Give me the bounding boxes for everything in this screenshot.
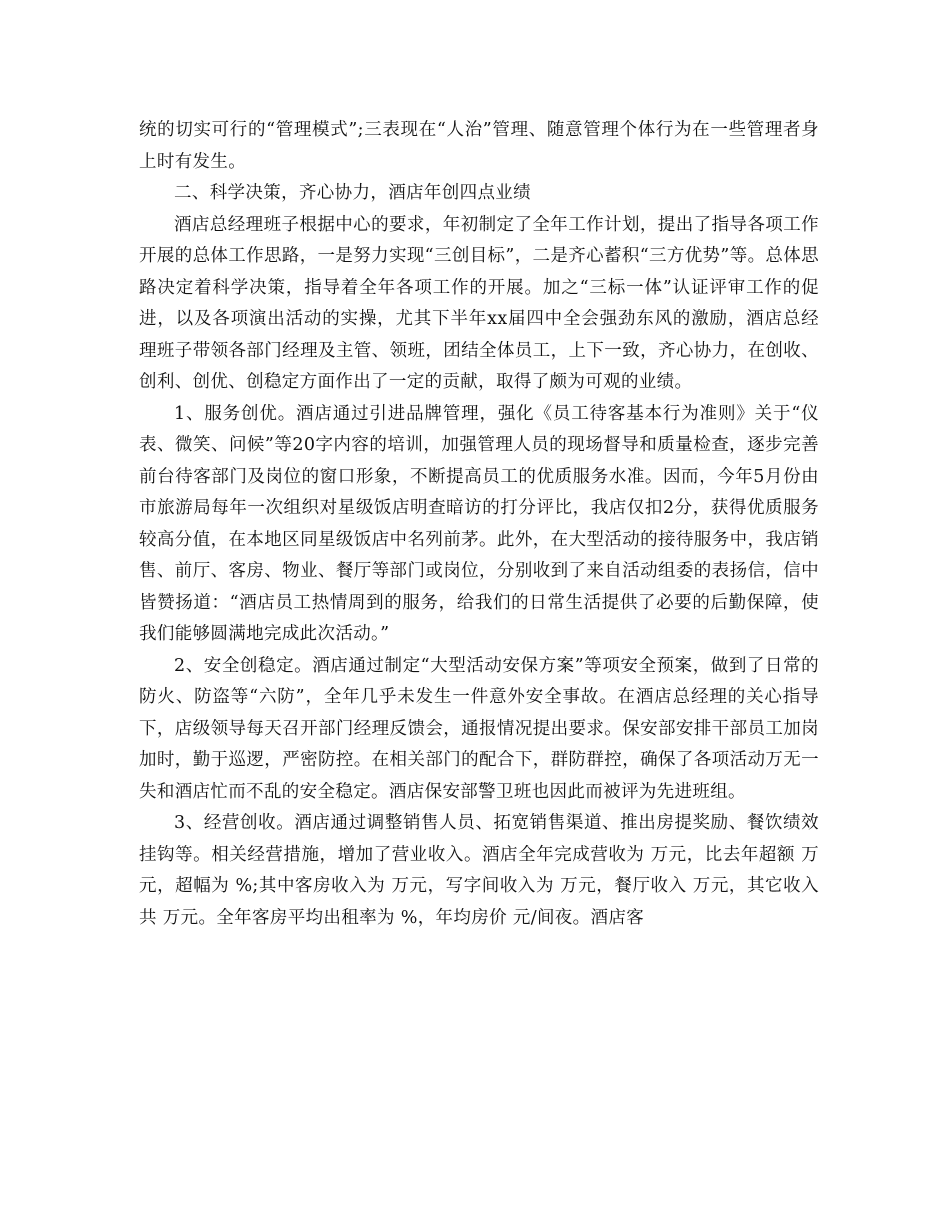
paragraph-revenue: 3、经营创收。酒店通过调整销售人员、拓宽销售渠道、推出房提奖励、餐饮绩效挂钩等。相关经营措施，增加了营业收入。酒店全年完成营收为 万元，比去年超额 万元，超幅为 %;其中客房收入为 万元，写字间收入为 万元，餐厅收入 万元，其它收入共 万元。全年客房平均出租率为 %，年均房价 元/间夜。酒店客: [139, 813, 819, 928]
paragraph-2: 酒店总经理班子根据中心的要求，年初制定了全年工作计划，提出了指导各项工作开展的总体工作思路，一是努力实现“三创目标”，二是齐心蓄积“三方优势”等。总体思路决定着科学决策，指导着全年各项工作的开展。加之“三标一体”认证评审工作的促进，以及各项演出活动的实操，尤其下半年xx届四中全会强劲东风的激励，酒店总经理班子带领各部门经理及主管、领班，团结全体员工，上下一致，齐心协力，在创收、创利、创优、创稳定方面作出了一定的贡献，取得了颇为可观的业绩。: [139, 214, 819, 392]
section-heading: 二、科学决策，齐心协力，酒店年创四点业绩: [174, 183, 531, 203]
document-body: [139, 115, 819, 934]
paragraph-1: 统的切实可行的“管理模式”;三表现在“人治”管理、随意管理个体行为在一些管理者身上时有发生。: [139, 120, 819, 172]
paragraph-safety: 2、安全创稳定。酒店通过制定“大型活动安保方案”等项安全预案，做到了日常的防火、防盗等“六防”，全年几乎未发生一件意外安全事故。在酒店总经理的关心指导下，店级领导每天召开部门经理反馈会，通报情况提出要求。保安部安排干部员工加岗加时，勤于巡逻，严密防控。在相关部门的配合下，群防群控，确保了各项活动万无一失和酒店忙而不乱的安全稳定。酒店保安部警卫班也因此而被评为先进班组。: [139, 655, 819, 802]
paragraph-service: 1、服务创优。酒店通过引进品牌管理，强化《员工待客基本行为准则》关于“仪表、微笑、问候”等20字内容的培训，加强管理人员的现场督导和质量检查，逐步完善前台待客部门及岗位的窗口形象，不断提高员工的优质服务水准。因而，今年5月份由市旅游局每年一次组织对星级饭店明查暗访的打分评比，我店仅扣2分，获得优质服务较高分值，在本地区同星级饭店中名列前茅。此外，在大型活动的接待服务中，我店销售、前厅、客房、物业、餐厅等部门或岗位，分别收到了来自活动组委的表扬信，信中皆赞扬道：“酒店员工热情周到的服务，给我们的日常生活提供了必要的后勤保障，使我们能够圆满地完成此次活动。”: [139, 403, 819, 644]
